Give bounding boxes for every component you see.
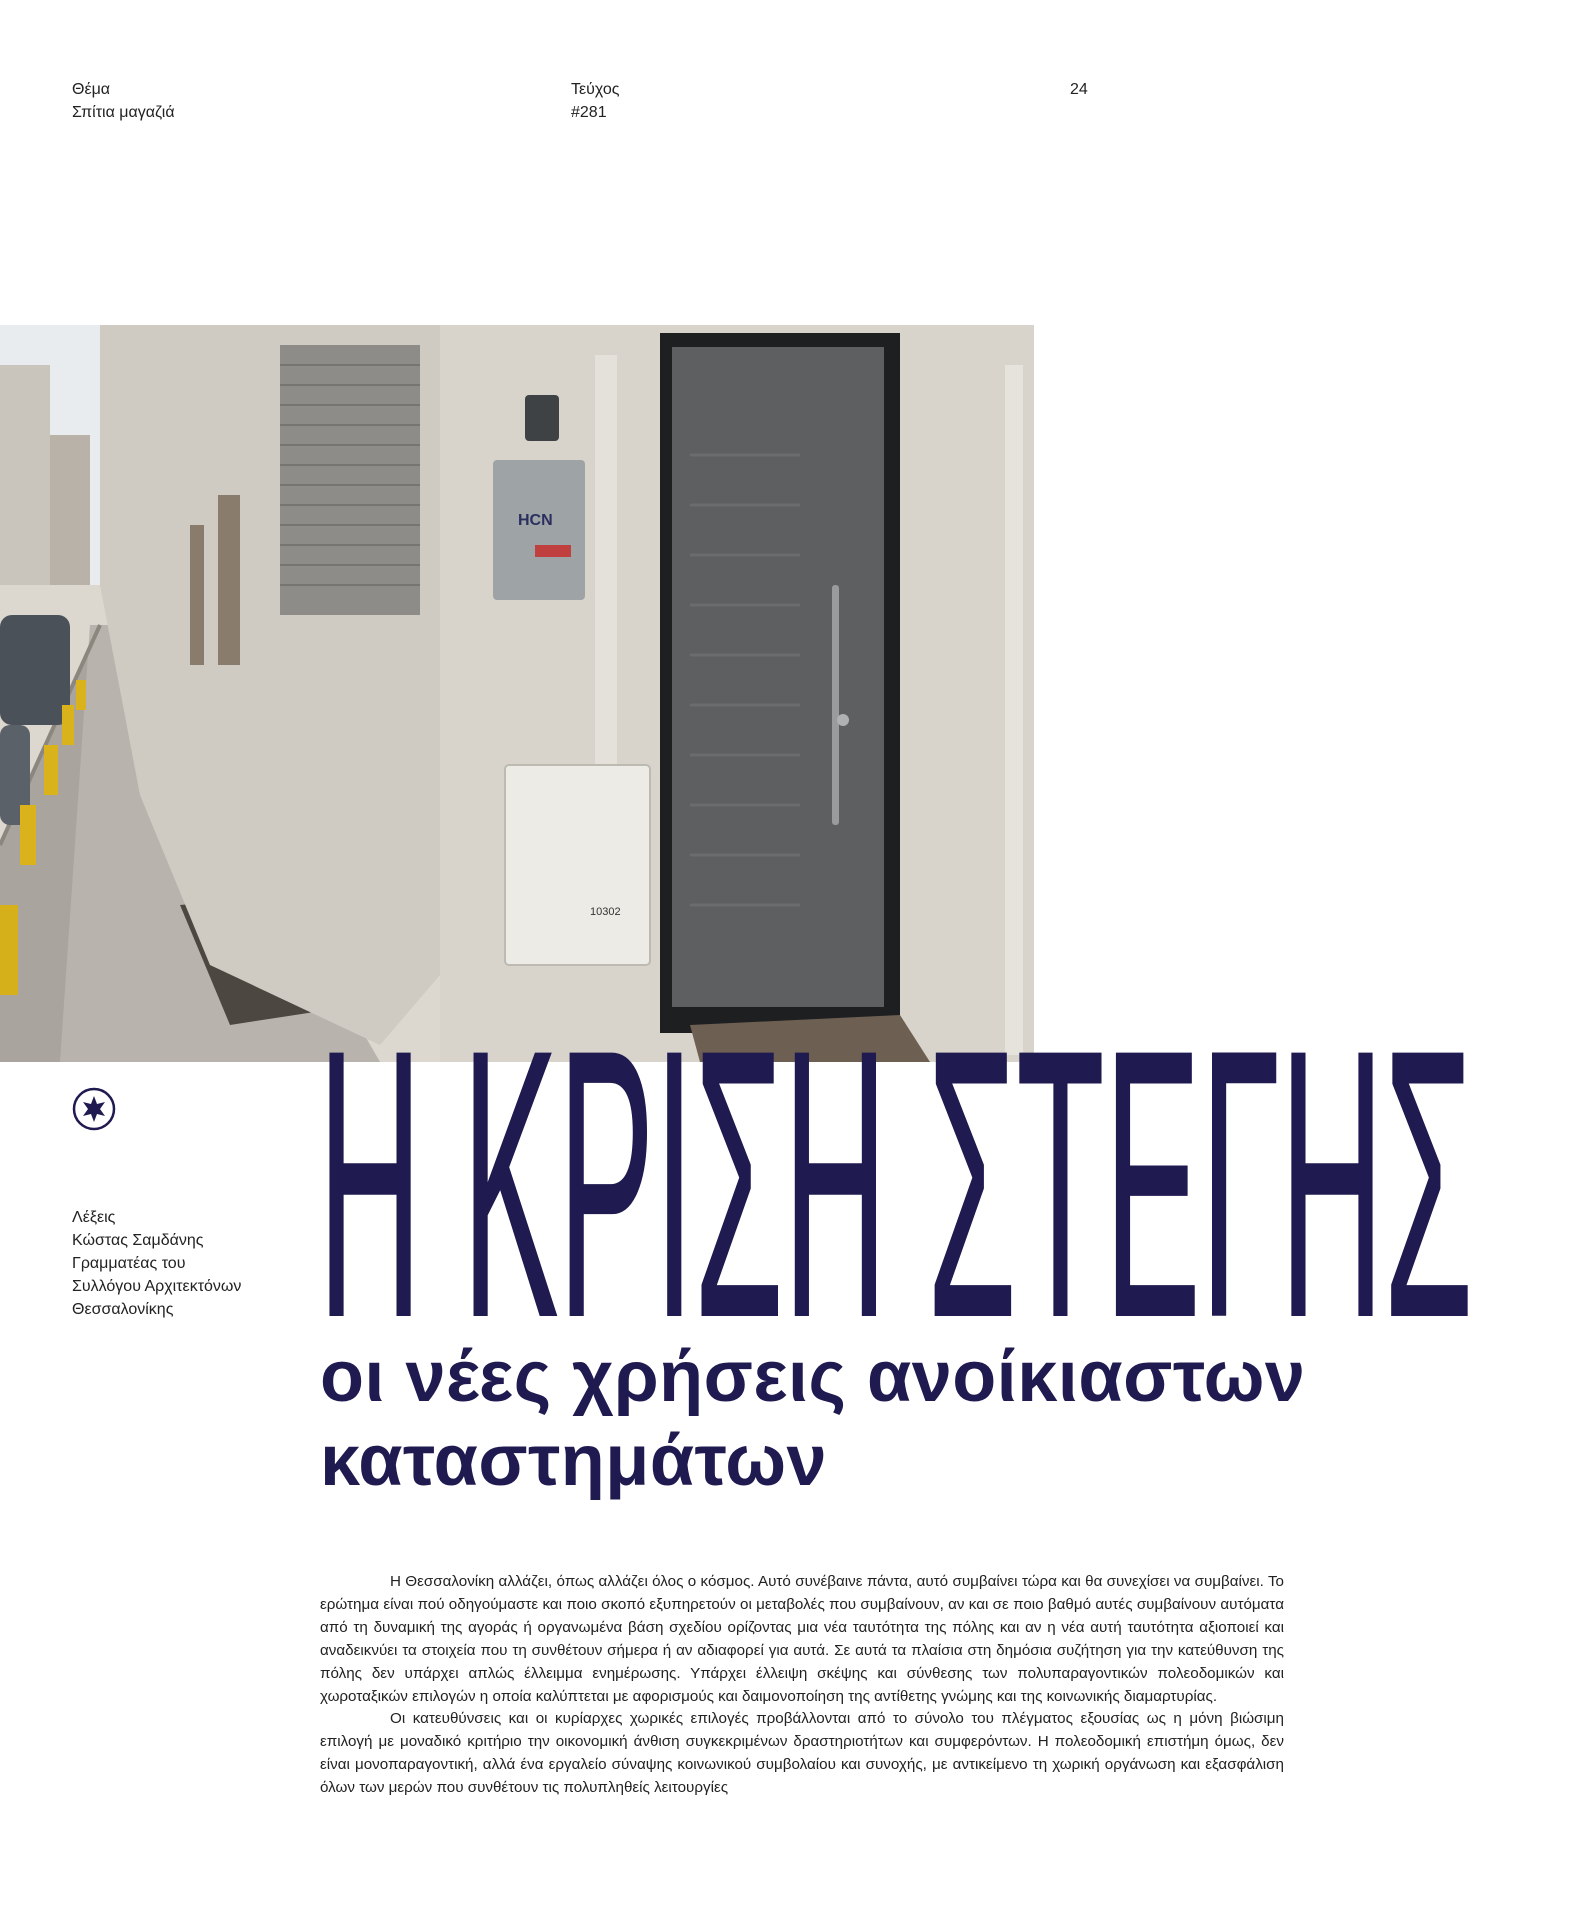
headline-text: Η ΚΡΙΣΗ ΣΤΕΓΗΣ: [318, 971, 1473, 1396]
subtitle-line2: καταστημάτων: [320, 1421, 828, 1501]
article-body: [320, 1571, 1284, 1800]
street-storefront-door-photo: [0, 325, 1034, 1062]
body-paragraph-2: Οι κατευθύνσεις και οι κυρίαρχες χωρικές επιλογές προβάλλονται από το σύνολο του πλέγματος εξουσίας ως η μόνη βιώσιμη επιλογή με μοναδικό κριτήριο την οικονομική άνθιση συγκεκριμένων δραστηριοτήτων και συμφερόντων. Η πολεοδομική επιστήμη όμως, δεν είναι μονοπαραγοντική, αλλά ένα εργαλείο σύναψης κοινωνικού συμβολαίου και συνοχής, με αντικείμενο τη χωρική οργάνωση και εξασφάλιση όλων των μερών που συνθέτουν τις πολυπληθείς λειτουργίες: [320, 1710, 1284, 1797]
author-name: Κώστας Σαμδάνης: [72, 1232, 204, 1249]
author-role-line2: Συλλόγου Αρχιτεκτόνων: [72, 1278, 242, 1295]
theme-value: Σπίτια μαγαζιά: [72, 104, 175, 121]
body-paragraph-1: Η Θεσσαλονίκη αλλάζει, όπως αλλάζει όλος ο κόσμος. Αυτό συνέβαινε πάντα, αυτό συμβαίνει τώρα και θα συνεχίσει να συμβαίνει. Το ερώτημα είναι πού οδηγούμαστε και ποιο σκοπό εξυπηρετούν οι μεταβολές που συμβαίνουν, αν και σε ποιο βαθμό αυτές συμβαίνουν αυτόματα από τη δυναμική της αγοράς ή οργανωμένα βάση σχεδίου ορίζοντας μια νέα ταυτότητα της πόλης και αν η νέα αυτή ταυτότητα αξιοποιεί και αναδεικνύει τα στοιχεία που τη συνθέτουν σήμερα ή αν αδιαφορεί για αυτά. Σε αυτά τα πλαίσια στη δημόσια συζήτηση για την κατεύθυνση της πόλης δεν υπάρχει απλώς έλλειμμα ενημέρωσης. Υπάρχει έλλειψη σκέψης και σύνθεσης των πολυπαραγοντικών πολεοδομικών και χωροταξικών επιλογών η οποία καλύπτεται με αφορισμούς και δαιμονοποίηση της αντίθετης γνώμης και της κοινωνικής διαμαρτυρίας.: [320, 1573, 1284, 1705]
author-role-line1: Γραμματέας του: [72, 1255, 186, 1272]
star-icon: [72, 1087, 112, 1127]
credits-label: Λέξεις: [72, 1209, 116, 1226]
header-theme: [72, 78, 175, 124]
svg-text:10302: 10302: [590, 906, 621, 918]
theme-label: Θέμα: [72, 81, 111, 98]
issue-value: #281: [571, 104, 607, 121]
issue-label: Τεύχος: [571, 81, 620, 98]
author-role-line3: Θεσσαλονίκης: [72, 1301, 174, 1318]
header-issue: [571, 78, 619, 124]
subtitle: [320, 1335, 1500, 1503]
header-page: [1070, 78, 1088, 101]
subtitle-line1: οι νέες χρήσεις ανοίκιαστων: [320, 1337, 1306, 1417]
author-credits: [72, 1206, 241, 1321]
page-number: 24: [1070, 81, 1088, 98]
svg-text:HCN: HCN: [518, 512, 553, 529]
